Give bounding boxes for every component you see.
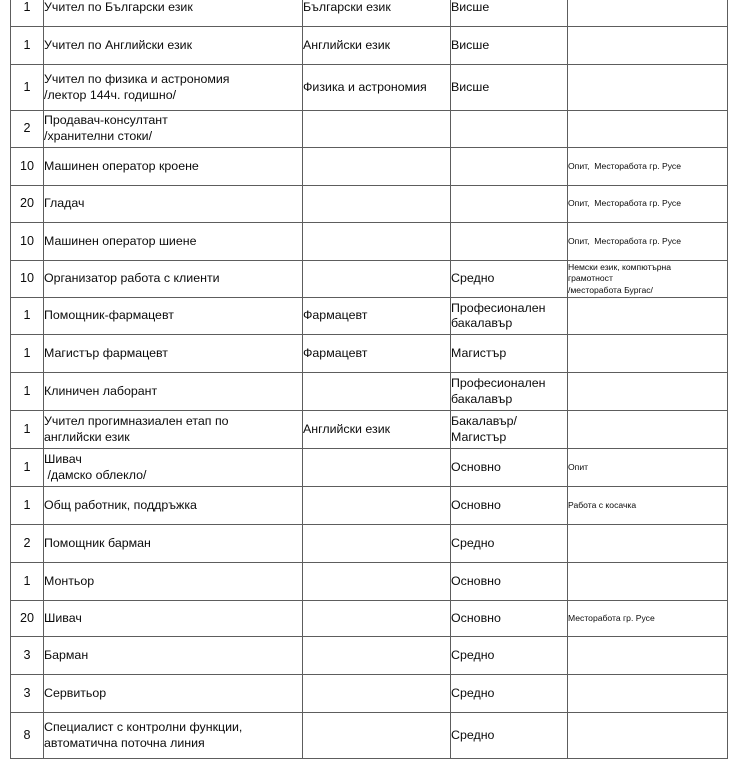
- cell-notes: [568, 27, 728, 65]
- cell-notes: [568, 713, 728, 759]
- cell-specialty: [303, 148, 451, 186]
- cell-text-line: Висше: [451, 0, 490, 14]
- cell-text-line: Висше: [451, 79, 490, 94]
- cell-position: [44, 601, 303, 637]
- cell-position: [44, 713, 303, 759]
- cell-count: [11, 675, 44, 713]
- cell-count: [11, 0, 44, 27]
- cell-text-line: Бакалавър/: [451, 414, 517, 429]
- cell-specialty: [303, 111, 451, 148]
- cell-count: [11, 111, 44, 148]
- cell-education: [451, 373, 568, 411]
- cell-text-line: Клиничен лаборант: [44, 383, 158, 398]
- cell-text-line: 1: [23, 497, 31, 512]
- cell-text-line: 1: [23, 459, 31, 474]
- cell-position: [44, 487, 303, 525]
- cell-text-line: 2: [23, 121, 31, 136]
- cell-education: [451, 525, 568, 563]
- cell-position: [44, 186, 303, 223]
- cell-text-line: Помощник барман: [44, 535, 151, 550]
- cell-text-line: Опит, Месторабота гр. Русе: [568, 235, 682, 246]
- table-row: [11, 0, 728, 27]
- cell-education: [451, 601, 568, 637]
- cell-education: [451, 637, 568, 675]
- table-row: [11, 525, 728, 563]
- cell-notes: [568, 601, 728, 637]
- table-row: [11, 186, 728, 223]
- cell-position: [44, 563, 303, 601]
- cell-specialty: [303, 373, 451, 411]
- cell-text-line: бакалавър: [451, 391, 513, 406]
- cell-specialty: [303, 223, 451, 261]
- cell-text-line: Немски език, компютърна: [568, 261, 672, 272]
- cell-text-line: 1: [23, 79, 31, 94]
- cell-text-line: Шивач: [44, 610, 82, 625]
- table-row: [11, 373, 728, 411]
- table-row: [11, 487, 728, 525]
- cell-text-line: Основно: [451, 497, 501, 512]
- cell-text-line: Български език: [303, 0, 391, 14]
- cell-position: [44, 637, 303, 675]
- cell-text-line: /хранителни стоки/: [44, 129, 153, 143]
- cell-text-line: Учител по физика и астрономия: [44, 71, 230, 86]
- cell-notes: [568, 111, 728, 148]
- cell-count: [11, 298, 44, 335]
- cell-notes: [568, 525, 728, 563]
- cell-text-line: 8: [23, 727, 31, 742]
- table-row: [11, 713, 728, 759]
- cell-notes: [568, 223, 728, 261]
- cell-text-line: Монтьор: [44, 573, 95, 588]
- table-row: [11, 449, 728, 487]
- cell-position: [44, 335, 303, 373]
- cell-text-line: Учител по Български език: [44, 0, 193, 14]
- cell-text-line: Опит, Месторабота гр. Русе: [568, 160, 682, 171]
- cell-text-line: Работа с косачка: [568, 499, 637, 510]
- cell-text-line: Средно: [451, 271, 495, 286]
- cell-text-line: /лектор 144ч. годишно/: [44, 87, 177, 102]
- cell-text-line: бакалавър: [451, 316, 513, 330]
- cell-position: [44, 111, 303, 148]
- cell-notes: [568, 373, 728, 411]
- cell-notes: [568, 0, 728, 27]
- cell-text-line: Учител по Английски език: [44, 37, 193, 52]
- cell-specialty: [303, 675, 451, 713]
- cell-education: [451, 0, 568, 27]
- cell-text-line: Английски език: [303, 37, 391, 52]
- cell-position: [44, 0, 303, 27]
- cell-count: [11, 449, 44, 487]
- cell-text-line: Фармацевт: [303, 308, 368, 323]
- cell-text-line: Основно: [451, 459, 501, 474]
- cell-text-line: Професионален: [451, 300, 546, 315]
- cell-text-line: Общ работник, поддръжка: [44, 497, 197, 512]
- cell-specialty: [303, 525, 451, 563]
- table-row: [11, 298, 728, 335]
- table-row: [11, 65, 728, 111]
- cell-text-line: английски език: [44, 429, 130, 444]
- cell-text-line: 20: [19, 196, 34, 211]
- table-row: [11, 563, 728, 601]
- cell-notes: [568, 186, 728, 223]
- cell-count: [11, 411, 44, 449]
- cell-count: [11, 525, 44, 563]
- cell-text-line: Продавач-консултант: [44, 113, 168, 128]
- cell-text-line: Професионален: [451, 376, 546, 391]
- cell-text-line: Основно: [451, 610, 501, 625]
- cell-text-line: 10: [19, 158, 34, 173]
- cell-education: [451, 223, 568, 261]
- cell-education: [451, 111, 568, 148]
- cell-specialty: [303, 335, 451, 373]
- cell-position: [44, 373, 303, 411]
- table-row: [11, 411, 728, 449]
- cell-text-line: 1: [23, 421, 31, 436]
- cell-text-line: Гладач: [44, 196, 85, 211]
- cell-text-line: 1: [23, 37, 31, 52]
- cell-position: [44, 27, 303, 65]
- cell-count: [11, 637, 44, 675]
- cell-count: [11, 186, 44, 223]
- cell-count: [11, 335, 44, 373]
- cell-education: [451, 335, 568, 373]
- cell-count: [11, 487, 44, 525]
- cell-position: [44, 223, 303, 261]
- cell-education: [451, 298, 568, 335]
- cell-education: [451, 148, 568, 186]
- cell-notes: [568, 675, 728, 713]
- cell-notes: [568, 261, 728, 298]
- cell-count: [11, 563, 44, 601]
- cell-position: [44, 411, 303, 449]
- cell-text-line: /месторабота Бургас/: [568, 284, 653, 295]
- cell-notes: [568, 637, 728, 675]
- cell-notes: [568, 563, 728, 601]
- cell-text-line: Фармацевт: [303, 345, 368, 360]
- cell-text-line: Висше: [451, 37, 490, 52]
- cell-position: [44, 525, 303, 563]
- cell-text-line: Сервитьор: [44, 685, 107, 700]
- cell-text-line: Средно: [451, 647, 495, 662]
- cell-text-line: Учител прогимназиален етап по: [44, 413, 229, 428]
- cell-notes: [568, 487, 728, 525]
- cell-count: [11, 65, 44, 111]
- cell-specialty: [303, 27, 451, 65]
- cell-text-line: Барман: [44, 647, 89, 662]
- cell-specialty: [303, 449, 451, 487]
- cell-education: [451, 563, 568, 601]
- cell-education: [451, 261, 568, 298]
- vacancy-table: [10, 0, 728, 759]
- cell-text-line: Средно: [451, 535, 495, 550]
- cell-notes: [568, 65, 728, 111]
- table-row: [11, 148, 728, 186]
- cell-text-line: 1: [23, 308, 31, 323]
- cell-position: [44, 261, 303, 298]
- cell-text-line: 3: [23, 685, 31, 700]
- cell-text-line: автоматична поточна линия: [44, 735, 205, 750]
- cell-education: [451, 713, 568, 759]
- cell-text-line: 2: [23, 535, 31, 550]
- cell-specialty: [303, 298, 451, 335]
- cell-specialty: [303, 713, 451, 759]
- cell-notes: [568, 411, 728, 449]
- cell-specialty: [303, 261, 451, 298]
- cell-notes: [568, 298, 728, 335]
- cell-notes: [568, 148, 728, 186]
- cell-text-line: Организатор работа с клиенти: [44, 271, 220, 286]
- cell-text-line: 10: [19, 271, 34, 286]
- cell-text-line: Шивач: [44, 451, 82, 466]
- cell-specialty: [303, 411, 451, 449]
- cell-text-line: 20: [19, 610, 34, 625]
- cell-specialty: [303, 563, 451, 601]
- cell-specialty: [303, 186, 451, 223]
- cell-text-line: Средно: [451, 685, 495, 700]
- cell-education: [451, 65, 568, 111]
- table-row: [11, 637, 728, 675]
- cell-count: [11, 223, 44, 261]
- cell-text-line: Опит, Месторабота гр. Русе: [568, 198, 682, 209]
- cell-specialty: [303, 487, 451, 525]
- cell-specialty: [303, 637, 451, 675]
- cell-count: [11, 27, 44, 65]
- table-row: [11, 675, 728, 713]
- cell-text-line: Специалист с контролни функции,: [44, 719, 243, 734]
- cell-count: [11, 713, 44, 759]
- cell-count: [11, 373, 44, 411]
- cell-position: [44, 298, 303, 335]
- cell-text-line: Основно: [451, 573, 501, 588]
- table-row: [11, 261, 728, 298]
- cell-education: [451, 186, 568, 223]
- cell-text-line: Опит: [568, 461, 589, 472]
- cell-text-line: 3: [23, 647, 31, 662]
- cell-text-line: Средно: [451, 727, 495, 742]
- cell-text-line: 1: [23, 573, 31, 588]
- cell-notes: [568, 335, 728, 373]
- cell-position: [44, 449, 303, 487]
- cell-count: [11, 261, 44, 298]
- cell-position: [44, 65, 303, 111]
- cell-education: [451, 675, 568, 713]
- cell-text-line: Машинен оператор шиене: [44, 233, 197, 248]
- cell-specialty: [303, 65, 451, 111]
- vacancy-table-body: [11, 0, 728, 759]
- table-row: [11, 27, 728, 65]
- cell-text-line: 10: [19, 233, 34, 248]
- cell-education: [451, 411, 568, 449]
- table-row: [11, 601, 728, 637]
- cell-education: [451, 449, 568, 487]
- cell-position: [44, 148, 303, 186]
- cell-text-line: 1: [23, 383, 31, 398]
- cell-count: [11, 148, 44, 186]
- cell-text-line: Машинен оператор кроене: [44, 158, 199, 173]
- cell-specialty: [303, 0, 451, 27]
- cell-education: [451, 27, 568, 65]
- cell-text-line: грамотност: [568, 273, 613, 284]
- table-row: [11, 335, 728, 373]
- cell-notes: [568, 449, 728, 487]
- cell-text-line: Английски език: [303, 421, 391, 436]
- cell-count: [11, 601, 44, 637]
- cell-text-line: 1: [23, 0, 31, 14]
- cell-text-line: 1: [23, 345, 31, 360]
- cell-text-line: Магистър: [451, 345, 507, 360]
- cell-specialty: [303, 601, 451, 637]
- table-row: [11, 111, 728, 148]
- cell-text-line: Физика и астрономия: [303, 79, 427, 94]
- cell-text-line: Помощник-фармацевт: [44, 308, 174, 323]
- cell-text-line: Магистър: [451, 429, 507, 444]
- cell-text-line: /дамско облекло/: [44, 467, 147, 482]
- cell-text-line: Магистър фармацевт: [44, 345, 168, 360]
- cell-education: [451, 487, 568, 525]
- table-row: [11, 223, 728, 261]
- cell-position: [44, 675, 303, 713]
- cell-text-line: Месторабота гр. Русе: [568, 612, 655, 623]
